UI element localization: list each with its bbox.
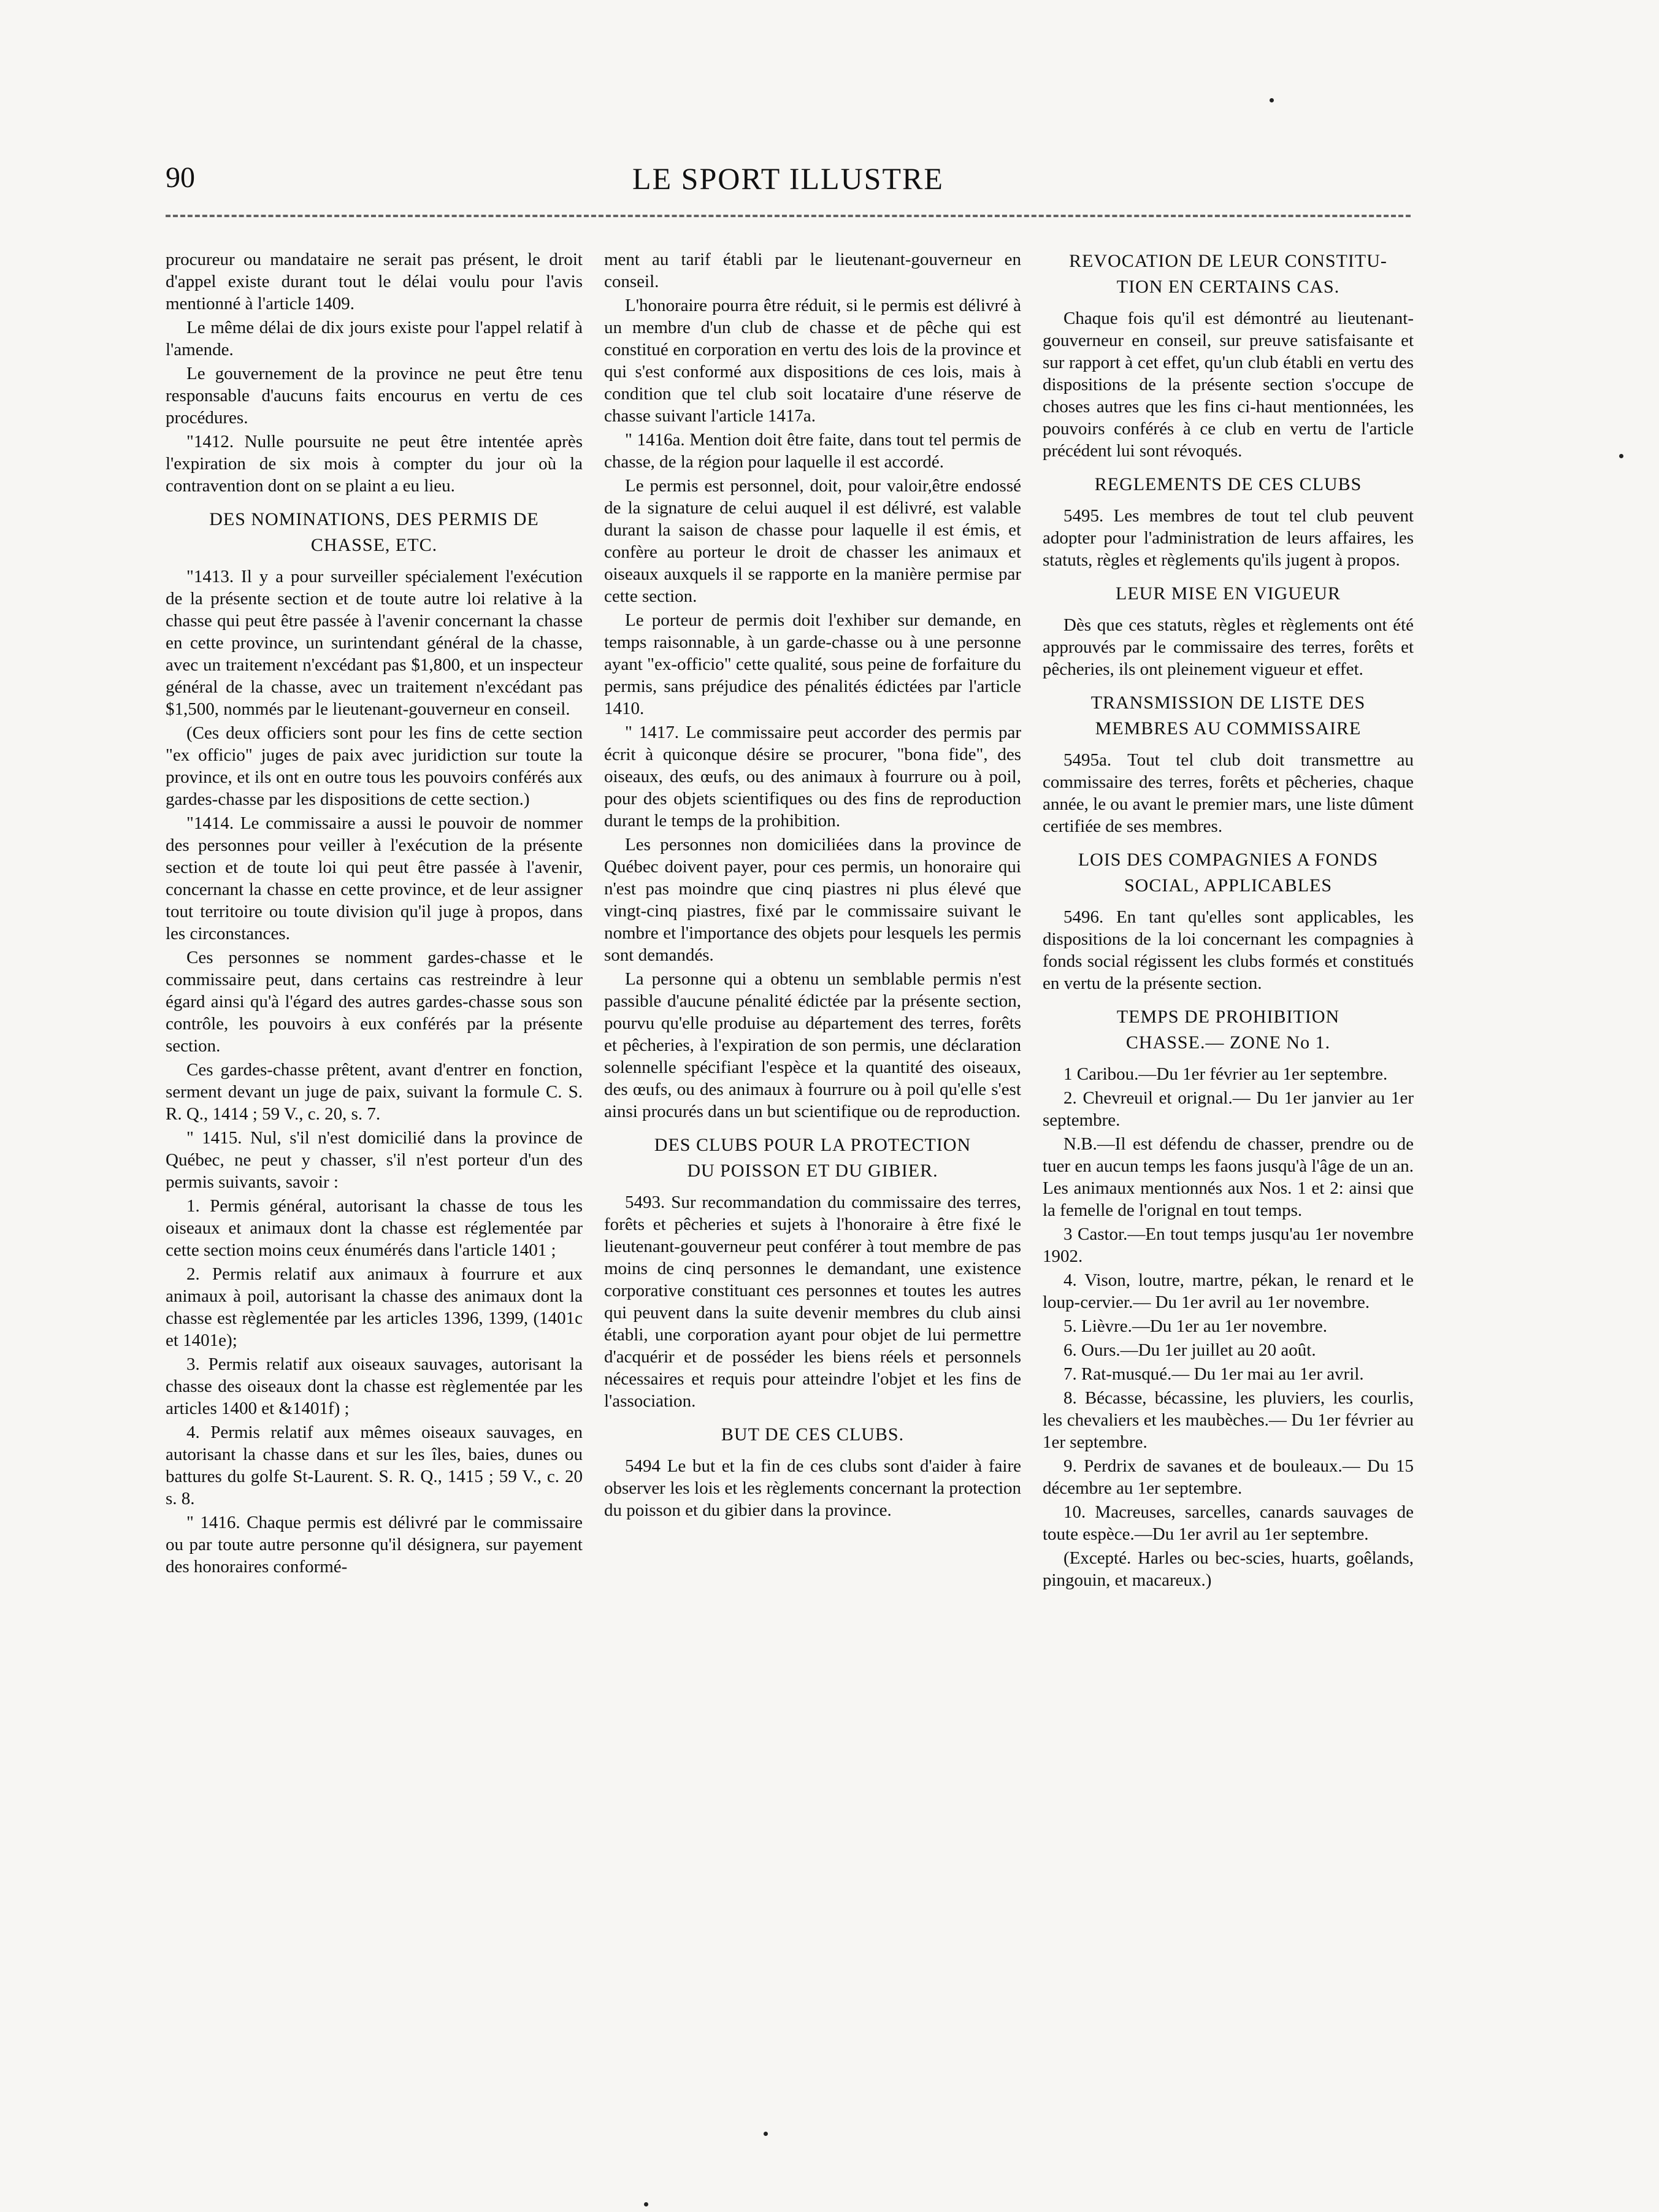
paragraph: 7. Rat-musqué.— Du 1er mai au 1er avril. [1063,1364,1364,1384]
paragraph: 5493. Sur recommandation du commissaire des terres, forêts et pêcheries et sujets à l'honoraire à être fixé le lieutenant-gouverneur peut conférer à tout membre de pas moins de cinq personnes le demandant, une existence corporative constituant ces personnes et toutes les autres qui peuvent dans la suite devenir membres du club ainsi établi, une corporation ayant pour objet de lui permettre d'acquérir et de posséder les biens réels et personnels nécessaires et requis pour atteindre l'objet et les fins de l'association. [604,1192,1021,1411]
paragraph: 8. Bécasse, bécassine, les pluviers, les courlis, les chevaliers et les maubèches.— Du 1er février au 1er septembre. [1043,1388,1414,1452]
paragraph: " 1415. Nul, s'il n'est domicilié dans la province de Québec, ne peut y chasser, s'il n'est porteur d'un des permis suivants, savoir : [166,1128,583,1192]
section-heading: LEUR MISE EN VIGUEUR [1116,583,1341,604]
section-heading: TEMPS DE PROHIBITION CHASSE.— ZONE No 1. [1116,1007,1340,1053]
paragraph: La personne qui a obtenu un semblable permis n'est passible d'aucune pénalité édictée par la présente section, pourvu qu'elle produise au département des terres, forêts et pêcheries, à l'expiration de son permis, une déclaration solennelle spécifiant l'espèce et la quantité des oiseaux, des œufs, ou des animaux à fourrure ou à poil qu'elle s'est ainsi procurés dans un but scientifique ou de reproduction. [604,969,1021,1121]
section-heading: TRANSMISSION DE LISTE DES MEMBRES AU COMMISSAIRE [1090,693,1366,739]
section-heading: REGLEMENTS DE CES CLUBS [1094,474,1362,494]
paragraph: (Excepté. Harles ou bec-scies, huarts, goêlands, pingouin, et macareux.) [1043,1548,1414,1590]
section-heading: REVOCATION DE LEUR CONSTITU- TION EN CERTAINS CAS. [1069,251,1387,297]
print-speck [1270,98,1274,102]
print-speck [644,2202,648,2206]
running-title: LE SPORT ILLUSTRE [632,161,944,196]
print-speck [1619,454,1623,458]
paragraph: 5. Lièvre.—Du 1er au 1er novembre. [1063,1316,1328,1336]
paragraph: " 1417. Le commissaire peut accorder des permis par écrit à quiconque désire se procurer, "bona fide", des oiseaux, des œufs, ou des animaux à fourrure ou à poil, pour des objets scientifiques ou des fins de reproduction durant le temps de la prohibition. [604,723,1021,831]
section-heading: DES CLUBS POUR LA PROTECTION DU POISSON ET DU GIBIER. [654,1135,971,1181]
page-header [166,161,1411,210]
paragraph: 1 Caribou.—Du 1er février au 1er septembre. [1063,1064,1388,1084]
paragraph: procureur ou mandataire ne serait pas présent, le droit d'appel existe durant tout le délai voulu pour l'avis mentionné à l'article 1409. [166,250,583,313]
paragraph: 2. Permis relatif aux animaux à fourrure et aux animaux à poil, autorisant la chasse des animaux dont la chasse est règlementée par les articles 1396, 1399, (1401c et 1401e); [166,1264,583,1350]
paragraph: 3. Permis relatif aux oiseaux sauvages, autorisant la chasse des oiseaux dont la chasse est règlementée par les articles 1400 et &1401f) ; [166,1354,583,1418]
paragraph: 10. Macreuses, sarcelles, canards sauvages de toute espèce.—Du 1er avril au 1er septembre. [1043,1502,1414,1544]
paragraph: 4. Vison, loutre, martre, pékan, le renard et le loup-cervier.— Du 1er avril au 1er novembre. [1043,1270,1414,1312]
column-left [166,248,583,2089]
paragraph: 3 Castor.—En tout temps jusqu'au 1er novembre 1902. [1043,1224,1414,1266]
paragraph: ment au tarif établi par le lieutenant-gouverneur en conseil. [604,250,1021,291]
paragraph: 4. Permis relatif aux mêmes oiseaux sauvages, en autorisant la chasse dans et sur les îles, baies, dunes ou battures du golfe St-Laurent. S. R. Q., 1415 ; 59 V., c. 20 s. 8. [166,1423,583,1508]
column-middle [604,248,1021,2089]
section-heading: LOIS DES COMPAGNIES A FONDS SOCIAL, APPLICABLES [1078,850,1379,896]
paragraph: 1. Permis général, autorisant la chasse de tous les oiseaux et animaux dont la chasse est réglementée par cette section moins ceux énumérés dans l'article 1401 ; [166,1196,583,1260]
paragraph: 6. Ours.—Du 1er juillet au 20 août. [1063,1340,1316,1360]
paragraph: 5494 Le but et la fin de ces clubs sont d'aider à faire observer les lois et les règlements concernant la protection du poisson et du gibier dans la province. [604,1456,1021,1520]
column-right [1043,248,1414,2089]
paragraph: "1412. Nulle poursuite ne peut être intentée après l'expiration de six mois à compter du jour où la contravention dont on se plaint a eu lieu. [166,432,583,496]
paragraph: Le permis est personnel, doit, pour valoir,être endossé de la signature de celui auquel il est délivré, est valable durant la saison de chasse pour laquelle il est émis, et confère au porteur le droit de chasser les animaux et oiseaux auxquels il se rapporte en la manière permise par cette section. [604,476,1021,606]
paragraph: Ces gardes-chasse prêtent, avant d'entrer en fonction, serment devant un juge de paix, suivant la formule C. S. R. Q., 1414 ; 59 V., c. 20, s. 7. [166,1060,583,1124]
paragraph: 9. Perdrix de savanes et de bouleaux.— Du 15 décembre au 1er septembre. [1043,1456,1414,1498]
print-speck [764,2132,768,2136]
section-heading: BUT DE CES CLUBS. [721,1424,905,1445]
page-number: 90 [166,161,195,194]
paragraph: Chaque fois qu'il est démontré au lieutenant-gouverneur en conseil, sur preuve satisfaisante et sur rapport à cet effet, qu'un club établi en vertu des dispositions de la présente section s'occupe de choses autres que les fins ci-haut mentionnées, les pouvoirs conférés à ce club en vertu de l'article précédent lui sont révoqués. [1043,309,1414,461]
paragraph: Le porteur de permis doit l'exhiber sur demande, en temps raisonnable, à un garde-chasse ou à une personne ayant "ex-officio" cette qualité, sous peine de forfaiture du permis, sans préjudice des pénalités édictées par l'article 1410. [604,610,1021,718]
paragraph: (Ces deux officiers sont pour les fins de cette section "ex officio" juges de paix avec juridiction sur toute la province, et ils ont en outre tous les pouvoirs conférés aux gardes-chasse par les dispositions de cette section.) [166,723,583,809]
paragraph: N.B.—Il est défendu de chasser, prendre ou de tuer en aucun temps les faons jusqu'à l'âge de un an. Les animaux mentionnés aux Nos. 1 et 2: ainsi que la femelle de l'orignal en tout temps. [1043,1134,1414,1220]
paragraph: Le gouvernement de la province ne peut être tenu responsable d'aucuns faits encourus en vertu de ces procédures. [166,364,583,428]
paragraph: Le même délai de dix jours existe pour l'appel relatif à l'amende. [166,318,583,359]
header-rule [166,215,1411,217]
paragraph: L'honoraire pourra être réduit, si le permis est délivré à un membre d'un club de chasse et de pêche qui est constitué en corporation en vertu des lois de la province et qui s'est conformé aux dispositions de ces lois, mais à condition que tel club soit locataire d'une réserve de chasse suivant l'article 1417a. [604,296,1021,426]
paragraph: 2. Chevreuil et orignal.— Du 1er janvier au 1er septembre. [1043,1088,1414,1130]
paragraph: 5496. En tant qu'elles sont applicables, les dispositions de la loi concernant les compagnies à fonds social régissent les clubs formés et constitués en vertu de la présente section. [1043,907,1414,993]
paragraph: Ces personnes se nomment gardes-chasse et le commissaire peut, dans certains cas restreindre à leur égard ainsi qu'à l'égard des autres gardes-chasse sous son contrôle, les pouvoirs à eux conférés par la présente section. [166,948,583,1056]
paragraph: " 1416a. Mention doit être faite, dans tout tel permis de chasse, de la région pour laquelle il est accordé. [604,430,1021,472]
paragraph: 5495a. Tout tel club doit transmettre au commissaire des terres, forêts et pêcheries, chaque année, le ou avant le premier mars, une liste dûment certifiée de ses membres. [1043,750,1414,836]
paragraph: "1413. Il y a pour surveiller spécialement l'exécution de la présente section et de toute autre loi relative à la chasse qui peut être passée à l'avenir concernant la chasse en cette province, un surintendant général de la chasse, avec un traitement n'excédant pas $1,800, et un inspecteur général de la chasse, avec un traitement n'excédant pas $1,500, nommés par le lieutenant-gouverneur en conseil. [166,567,583,719]
section-heading: DES NOMINATIONS, DES PERMIS DE CHASSE, ETC. [209,509,539,555]
paragraph: 5495. Les membres de tout tel club peuvent adopter pour l'administration de leurs affaires, les statuts, règles et règlements qu'ils jugent à propos. [1043,506,1414,570]
paragraph: Dès que ces statuts, règles et règlements ont été approuvés par le commissaire des terres, forêts et pêcheries, ils ont pleinement vigueur et effet. [1043,615,1414,679]
paragraph: "1414. Le commissaire a aussi le pouvoir de nommer des personnes pour veiller à l'exécution de la présente section et de toute loi qui peut être passée à l'avenir, concernant la chasse en cette province, et de leur assigner tout territoire ou toute division qu'il juge à propos, dans les circonstances. [166,813,583,943]
paragraph: " 1416. Chaque permis est délivré par le commissaire ou par toute autre personne qu'il désignera, sur payement des honoraires conformé- [166,1513,583,1576]
paragraph: Les personnes non domiciliées dans la province de Québec doivent payer, pour ces permis, un honoraire qui n'est pas moindre que cinq piastres ni plus élevé que vingt-cinq piastres, fixé par le commissaire suivant le nombre et l'importance des objets pour lesquels les permis sont demandés. [604,835,1021,965]
